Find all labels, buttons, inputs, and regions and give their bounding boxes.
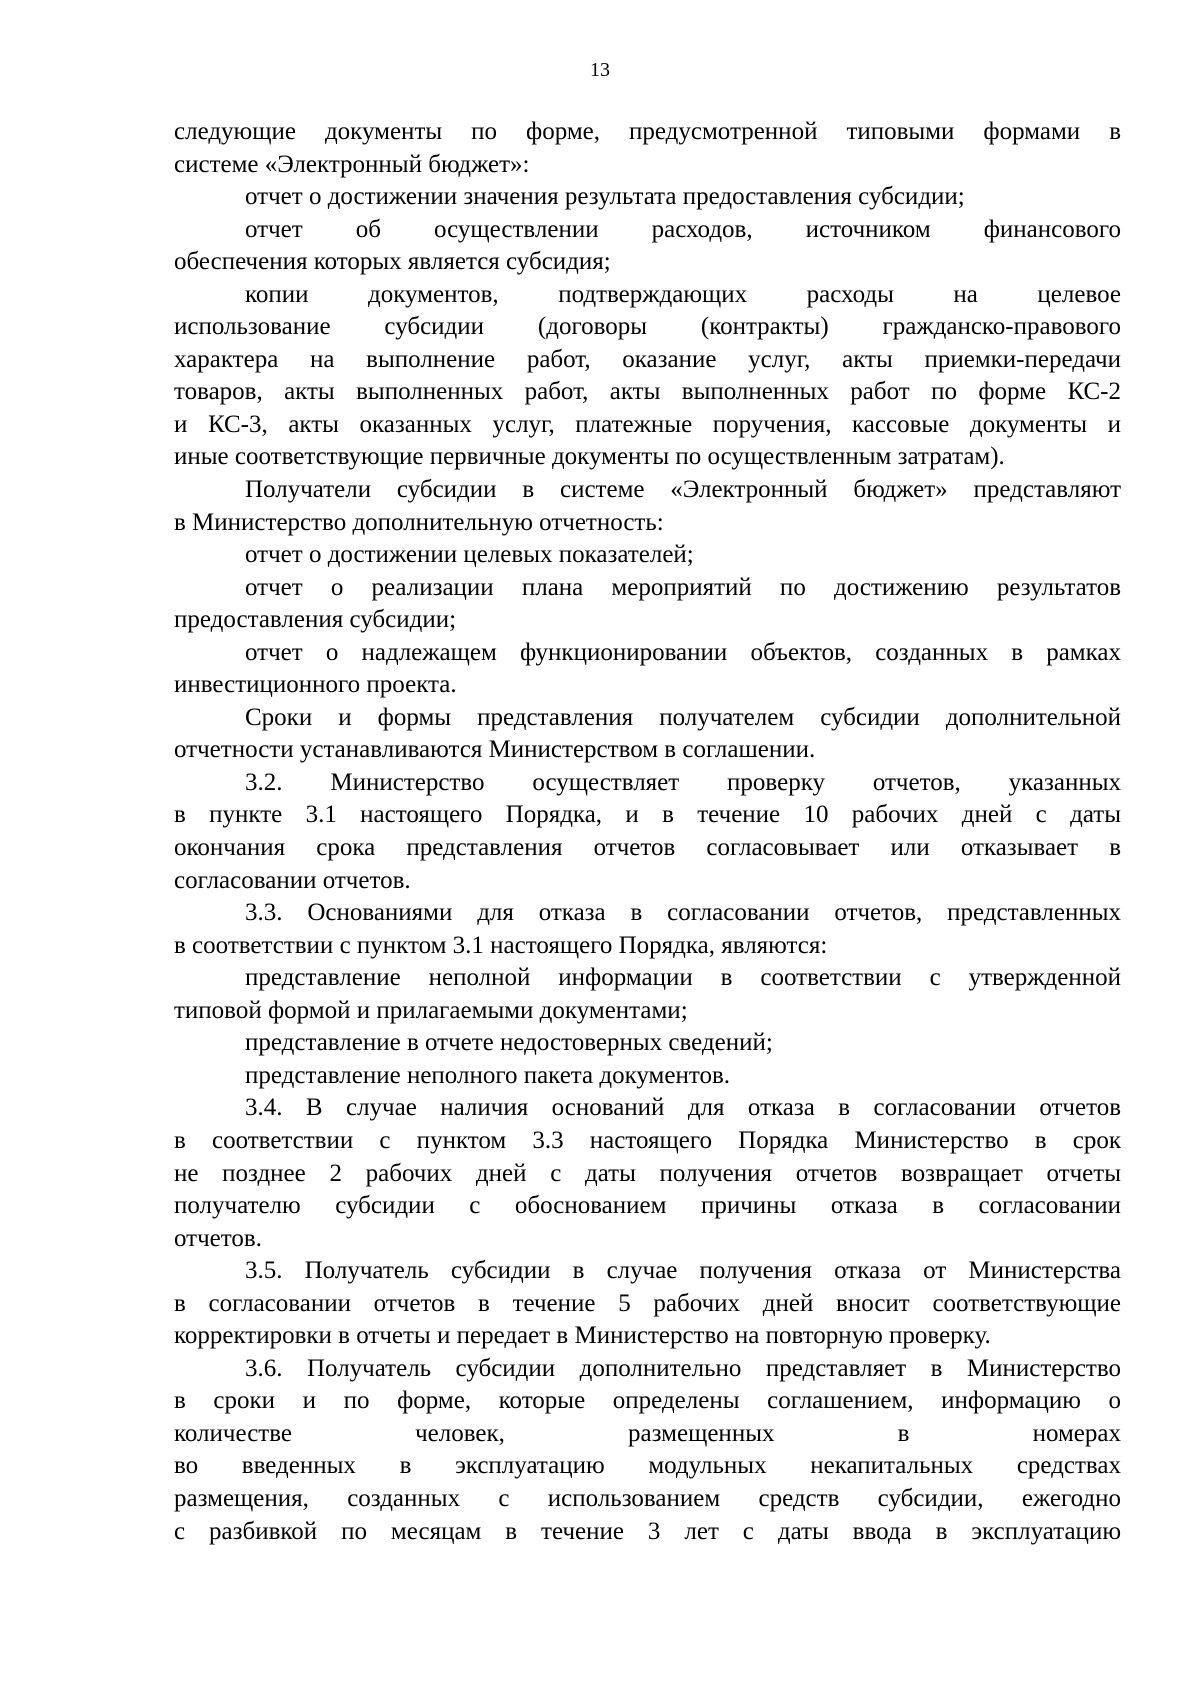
text-line: размещения, созданных с использованием средств субсидии, ежегодно — [174, 1484, 1121, 1512]
text-line: 3.3. Основаниями для отказа в согласовании отчетов, представленных — [245, 899, 1121, 927]
text-line: типовой формой и прилагаемыми документами; — [174, 996, 688, 1024]
text-line: использование субсидии (договоры (контракты) гражданско-правового — [174, 313, 1121, 341]
text-line: 3.6. Получатель субсидии дополнительно представляет в Министерство — [245, 1354, 1121, 1382]
page-number: 13 — [590, 59, 610, 81]
text-line: отчет об осуществлении расходов, источником финансового — [245, 215, 1121, 243]
text-line: с разбивкой по месяцам в течение 3 лет с даты ввода в эксплуатацию — [174, 1517, 1121, 1545]
text-line: товаров, акты выполненных работ, акты выполненных работ по форме КС-2 — [174, 378, 1121, 406]
text-line: представление в отчете недостоверных сведений; — [245, 1029, 773, 1057]
text-line: копии документов, подтверждающих расходы на целевое — [245, 280, 1121, 308]
text-line: в пункте 3.1 настоящего Порядка, и в течение 10 рабочих дней с даты — [174, 801, 1121, 829]
text-line: не позднее 2 рабочих дней с даты получения отчетов возвращает отчеты — [174, 1159, 1121, 1187]
text-line: отчет о реализации плана мероприятий по достижению результатов — [245, 573, 1121, 601]
text-line: отчет о надлежащем функционировании объектов, созданных в рамках — [245, 638, 1121, 666]
text-line: системе «Электронный бюджет»: — [174, 150, 530, 178]
text-line: иные соответствующие первичные документы по осуществленным затратам). — [174, 443, 1005, 471]
text-line: представление неполной информации в соответствии с утвержденной — [245, 964, 1121, 992]
text-line: отчет о достижении значения результата предоставления субсидии; — [245, 183, 965, 211]
text-line: в соответствии с пунктом 3.1 настоящего Порядка, являются: — [174, 931, 828, 959]
text-line: 3.4. В случае наличия оснований для отказа в согласовании отчетов — [245, 1094, 1121, 1122]
text-line: в сроки и по форме, которые определены соглашением, информацию о — [174, 1387, 1121, 1415]
text-line: получателю субсидии с обоснованием причины отказа в согласовании — [174, 1192, 1121, 1220]
text-line: следующие документы по форме, предусмотренной типовыми формами в — [174, 118, 1121, 145]
text-line: окончания срока представления отчетов согласовывает или отказывает в — [174, 834, 1121, 862]
text-line: представление неполного пакета документов. — [245, 1061, 730, 1089]
text-line: 3.2. Министерство осуществляет проверку отчетов, указанных — [245, 768, 1121, 796]
text-line: и КС-3, акты оказанных услуг, платежные поручения, кассовые документы и — [174, 410, 1121, 438]
text-line: во введенных в эксплуатацию модульных некапитальных средствах — [174, 1452, 1121, 1480]
text-line: в Министерство дополнительную отчетность: — [174, 508, 664, 536]
text-line: в соответствии с пунктом 3.3 настоящего Порядка Министерство в срок — [174, 1126, 1121, 1154]
text-line: 3.5. Получатель субсидии в случае получения отказа от Министерства — [245, 1257, 1121, 1285]
body-text — [174, 116, 1121, 1548]
text-line: Сроки и формы представления получателем субсидии дополнительной — [245, 703, 1121, 731]
text-line: Получатели субсидии в системе «Электронный бюджет» представляют — [245, 476, 1121, 504]
text-line: характера на выполнение работ, оказание услуг, акты приемки-передачи — [174, 345, 1121, 373]
text-line: отчет о достижении целевых показателей; — [245, 541, 694, 569]
text-line: количестве человек, размещенных в номерах — [174, 1419, 1121, 1447]
text-line: предоставления субсидии; — [174, 606, 457, 634]
text-line: обеспечения которых является субсидия; — [174, 248, 611, 276]
text-line: отчетности устанавливаются Министерством в соглашении. — [174, 736, 816, 764]
text-line: в согласовании отчетов в течение 5 рабочих дней вносит соответствующие — [174, 1289, 1121, 1317]
text-line: отчетов. — [174, 1224, 262, 1252]
text-line: корректировки в отчеты и передает в Министерство на повторную проверку. — [174, 1322, 991, 1350]
text-line: инвестиционного проекта. — [174, 671, 457, 699]
text-line: согласовании отчетов. — [174, 866, 411, 894]
